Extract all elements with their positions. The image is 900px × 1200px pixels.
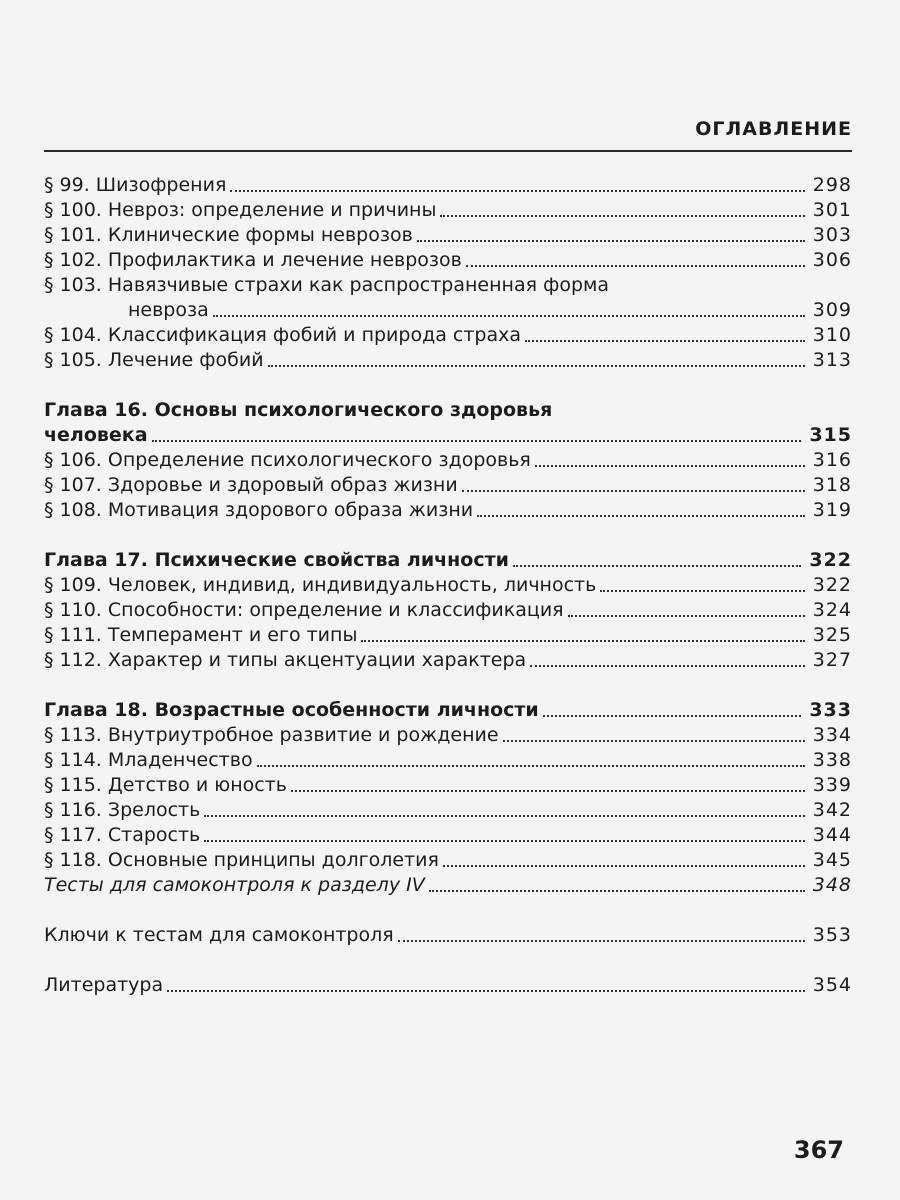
toc-entry[interactable] [44,223,852,248]
toc-entry-title: § 99. Шизофрения [44,174,227,196]
toc-entry-title: § 118. Основные принципы долголетия [44,849,439,871]
dot-leader [291,790,805,792]
toc-entry-title: § 108. Мотивация здорового образа жизни [44,499,474,521]
toc-entry[interactable] [44,798,852,823]
toc-entry-title: Глава 17. Психические свойства личности [44,549,509,571]
dot-leader [477,515,805,517]
toc-page-number: 353 [812,924,852,946]
toc-page-number: 327 [812,649,852,671]
toc-page-number: 309 [812,299,852,321]
toc-entry[interactable] [44,248,852,273]
toc-entry[interactable] [44,923,852,948]
toc-page-number: 354 [812,974,852,996]
toc-entry-title-continued: человека [44,424,148,446]
section-gap [44,673,852,698]
toc-entry[interactable] [44,198,852,223]
toc-entry[interactable] [44,173,852,198]
toc-entry[interactable] [44,448,852,473]
toc-entry-title: § 114. Младенчество [44,749,253,771]
dot-leader [466,265,805,267]
dot-leader [462,490,805,492]
dot-leader [503,740,805,742]
toc-page-number: 316 [812,449,852,471]
toc-entry-title: § 102. Профилактика и лечение неврозов [44,249,462,271]
toc-page-number: 345 [812,849,852,871]
dot-leader [530,665,805,667]
toc-page-number: 319 [812,499,852,521]
page-header-title: ОГЛАВЛЕНИЕ [695,118,852,140]
toc-entry-title: Литература [44,974,164,996]
toc-page-number: 342 [812,799,852,821]
toc-chapter-entry[interactable] [44,548,852,573]
dot-leader [204,840,804,842]
dot-leader [361,640,804,642]
toc-entry-title: § 100. Невроз: определение и причины [44,199,437,221]
toc-page-number: 339 [812,774,852,796]
toc-entry[interactable] [44,473,852,498]
toc-chapter-entry[interactable] [44,398,852,423]
toc-page-number: 322 [812,574,852,596]
section-gap [44,523,852,548]
toc-entry-continuation[interactable] [44,298,852,323]
toc-entry-title-continued: невроза [128,299,209,321]
toc-page-number: 303 [812,224,852,246]
dot-leader [513,565,801,567]
toc-entry-title: § 105. Лечение фобий [44,349,264,371]
toc-entry-title: § 109. Человек, индивид, индивидуальность, личность [44,574,597,596]
toc-entry-title: § 116. Зрелость [44,799,201,821]
toc-entry-title: § 115. Детство и юность [44,774,288,796]
toc-page-number: 310 [812,324,852,346]
toc-entry[interactable] [44,598,852,623]
toc-page-number: 344 [812,824,852,846]
dot-leader [167,990,805,992]
table-of-contents [44,173,852,998]
toc-entry-title: Глава 16. Основы психологического здоровья [44,399,553,421]
toc-entry[interactable] [44,348,852,373]
dot-leader [417,240,805,242]
toc-entry-title: § 103. Навязчивые страхи как распространенная форма [44,274,609,296]
toc-page-number: 301 [812,199,852,221]
toc-page-number: 298 [812,174,852,196]
dot-leader [268,365,805,367]
toc-page-number: 313 [812,349,852,371]
dot-leader [204,815,804,817]
toc-entry[interactable] [44,623,852,648]
section-gap [44,898,852,923]
dot-leader [257,765,805,767]
header-rule [44,150,852,152]
toc-entry-title: § 112. Характер и типы акцентуации характера [44,649,527,671]
toc-entry[interactable] [44,748,852,773]
dot-leader [535,465,805,467]
dot-leader [429,890,805,892]
toc-page-number: 324 [812,599,852,621]
dot-leader [230,190,804,192]
toc-page-number: 318 [812,474,852,496]
toc-entry[interactable] [44,973,852,998]
toc-entry-title: § 110. Способности: определение и классификация [44,599,564,621]
toc-entry[interactable] [44,873,852,898]
page-number: 367 [793,1136,844,1164]
toc-entry-title: § 117. Старость [44,824,201,846]
dot-leader [440,215,804,217]
toc-entry-title: § 101. Клинические формы неврозов [44,224,413,246]
toc-entry-title: Тесты для самоконтроля к разделу IV [44,874,425,896]
toc-entry[interactable] [44,848,852,873]
toc-entry[interactable] [44,323,852,348]
toc-page-number: 348 [812,874,852,896]
dot-leader [600,590,804,592]
toc-page-number: 315 [809,424,852,446]
toc-entry-continuation[interactable] [44,423,852,448]
toc-entry-title: § 111. Темперамент и его типы [44,624,358,646]
dot-leader [398,940,805,942]
toc-page-number: 306 [812,249,852,271]
dot-leader [443,865,805,867]
toc-entry[interactable] [44,723,852,748]
toc-entry[interactable] [44,773,852,798]
dot-leader [543,715,802,717]
dot-leader [525,340,805,342]
toc-page-number: 325 [812,624,852,646]
toc-entry[interactable] [44,498,852,523]
section-gap [44,373,852,398]
toc-entry-title: Глава 18. Возрастные особенности личности [44,699,539,721]
toc-entry-title: § 107. Здоровье и здоровый образ жизни [44,474,458,496]
toc-page-number: 334 [812,724,852,746]
dot-leader [152,440,802,442]
dot-leader [568,615,805,617]
toc-page-number: 338 [812,749,852,771]
toc-entry-title: § 104. Классификация фобий и природа страха [44,324,522,346]
toc-entry[interactable] [44,648,852,673]
toc-chapter-entry[interactable] [44,698,852,723]
toc-entry-title: § 106. Определение психологического здоровья [44,449,531,471]
toc-entry[interactable] [44,273,852,298]
toc-entry-title: Ключи к тестам для самоконтроля [44,924,394,946]
section-gap [44,948,852,973]
toc-page-number: 322 [809,549,852,571]
toc-entry-title: § 113. Внутриутробное развитие и рождение [44,724,499,746]
toc-entry[interactable] [44,573,852,598]
toc-entry[interactable] [44,823,852,848]
toc-page-number: 333 [809,699,852,721]
dot-leader [213,315,805,317]
